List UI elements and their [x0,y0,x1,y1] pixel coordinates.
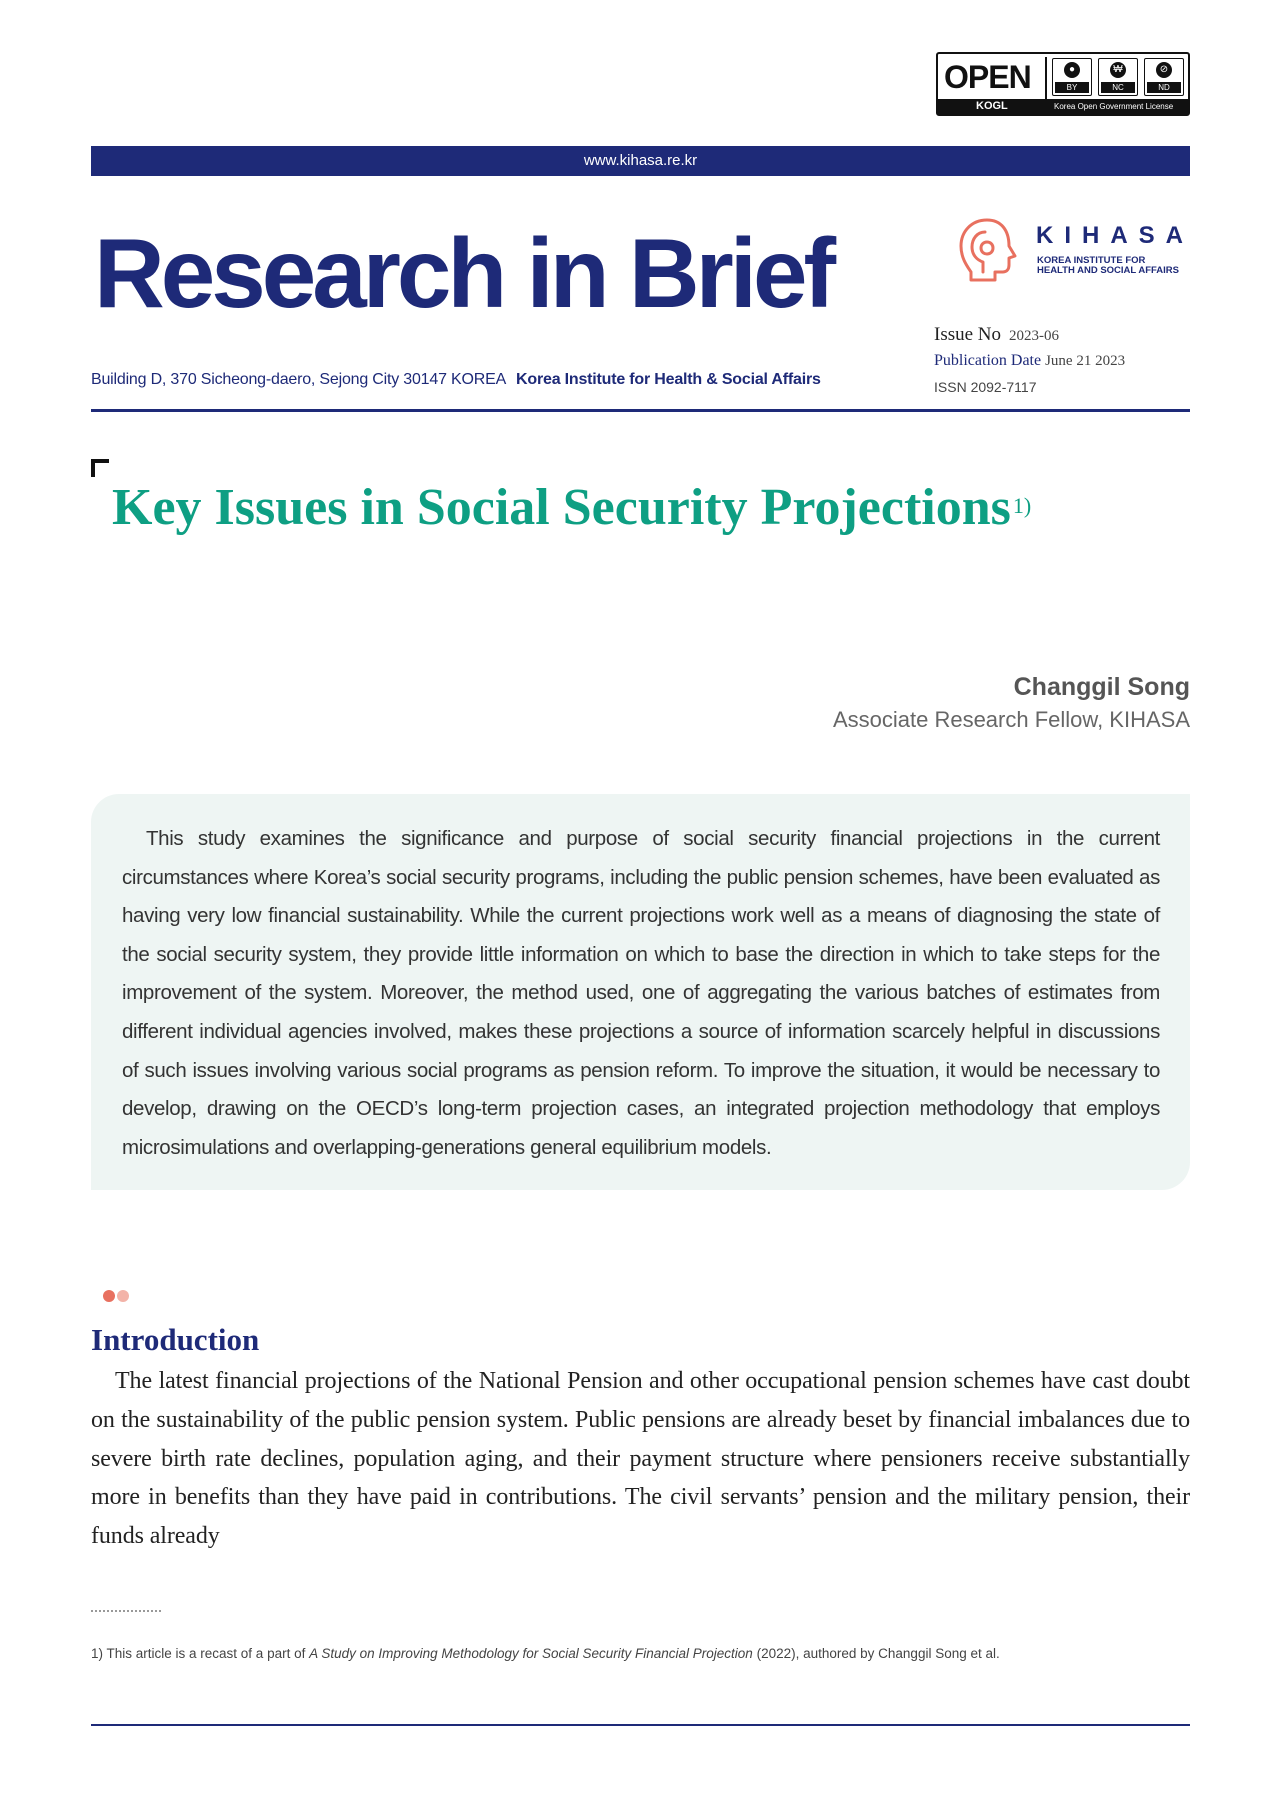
by-icon: ● BY [1052,58,1092,96]
kihasa-logo-subtitle: KOREA INSTITUTE FOR HEALTH AND SOCIAL AFFAIRS [1037,255,1179,276]
corner-mark-icon [91,459,109,477]
kihasa-logo-text: KIHASA [1036,222,1195,249]
publication-date: Publication Date June 21 2023 [934,352,1126,369]
kihasa-logo-icon [957,216,1021,284]
publication-title: Research in Brief [94,218,833,328]
issue-info [934,322,1125,400]
introduction-body [91,1362,1190,1556]
address-text: Building D, 370 Sicheong-daero, Sejong City 30147 KOREA [91,371,507,388]
footnote-divider [91,1610,161,1612]
issue-number: Issue No 2023-06 [934,324,1060,345]
license-icons [1052,58,1184,98]
author-role: Associate Research Fellow, KIHASA [832,707,1190,732]
issn: ISSN 2092-7117 [934,379,1037,395]
title-footnote-ref[interactable]: 1) [1012,493,1032,518]
kogl-label: KOGL [976,100,1008,112]
footnote: 1) This article is a recast of a part of A Study on Improving Methodology for Social Security Financial Projection (2022), authored by Changgil Song et al. [91,1646,1000,1661]
license-name: Korea Open Government License [1054,102,1174,111]
website-band [91,146,1190,176]
kogl-license-badge [936,52,1190,116]
website-link[interactable]: www.kihasa.re.kr [583,152,698,169]
section-dots-icon [102,1289,134,1303]
abstract-text: This study examines the significance and purpose of social security financial projections in the current circumstances where Korea’s social security programs, including the public pension schemes, have been evaluated as having very low financial sustainability. While the current projections work well as a means of diagnosing the state of the social security system, they provide little information on which to base the direction in which to take steps for the improvement of the system. Moreover, the method used, one of aggregating the various batches of estimates from different individual agencies involved, makes these projections a source of information scarcely helpful in discussions of such issues involving various social programs as pension reform. To improve the situation, it would be necessary to develop, drawing on the OECD’s long-term projection cases, an integrated projection methodology that employs microsimulations and overlapping-generations general equilibrium models. [122,827,1160,1159]
license-bar [938,99,1188,114]
open-label: OPEN [944,59,1031,95]
nd-icon: ⊘ ND [1144,58,1184,96]
footnote-source-title: A Study on Improving Methodology for Social Security Financial Projection [309,1646,753,1661]
badge-divider [1045,57,1047,99]
header-divider [91,409,1190,412]
nc-icon: ₩ NC [1098,58,1138,96]
institute-name: Korea Institute for Health & Social Affairs [516,371,821,388]
abstract-box [91,794,1190,1190]
article-title: Key Issues in Social Security Projections$^{1)}$ [112,479,1032,536]
author-name: Changgil Song [1013,673,1190,701]
institute-address [91,369,821,391]
footer-divider [91,1724,1190,1726]
introduction-paragraph: The latest financial projections of the National Pension and other occupational pension schemes have cast doubt on the sustainability of the public pension system. Public pensions are already beset by financial imbalances due to severe birth rate declines, population aging, and their payment structure where pensioners receive substantially more in benefits than they have paid in contributions. The civil servants’ pension and the military pension, their funds already [91,1368,1190,1550]
section-heading-introduction: Introduction [91,1322,260,1357]
